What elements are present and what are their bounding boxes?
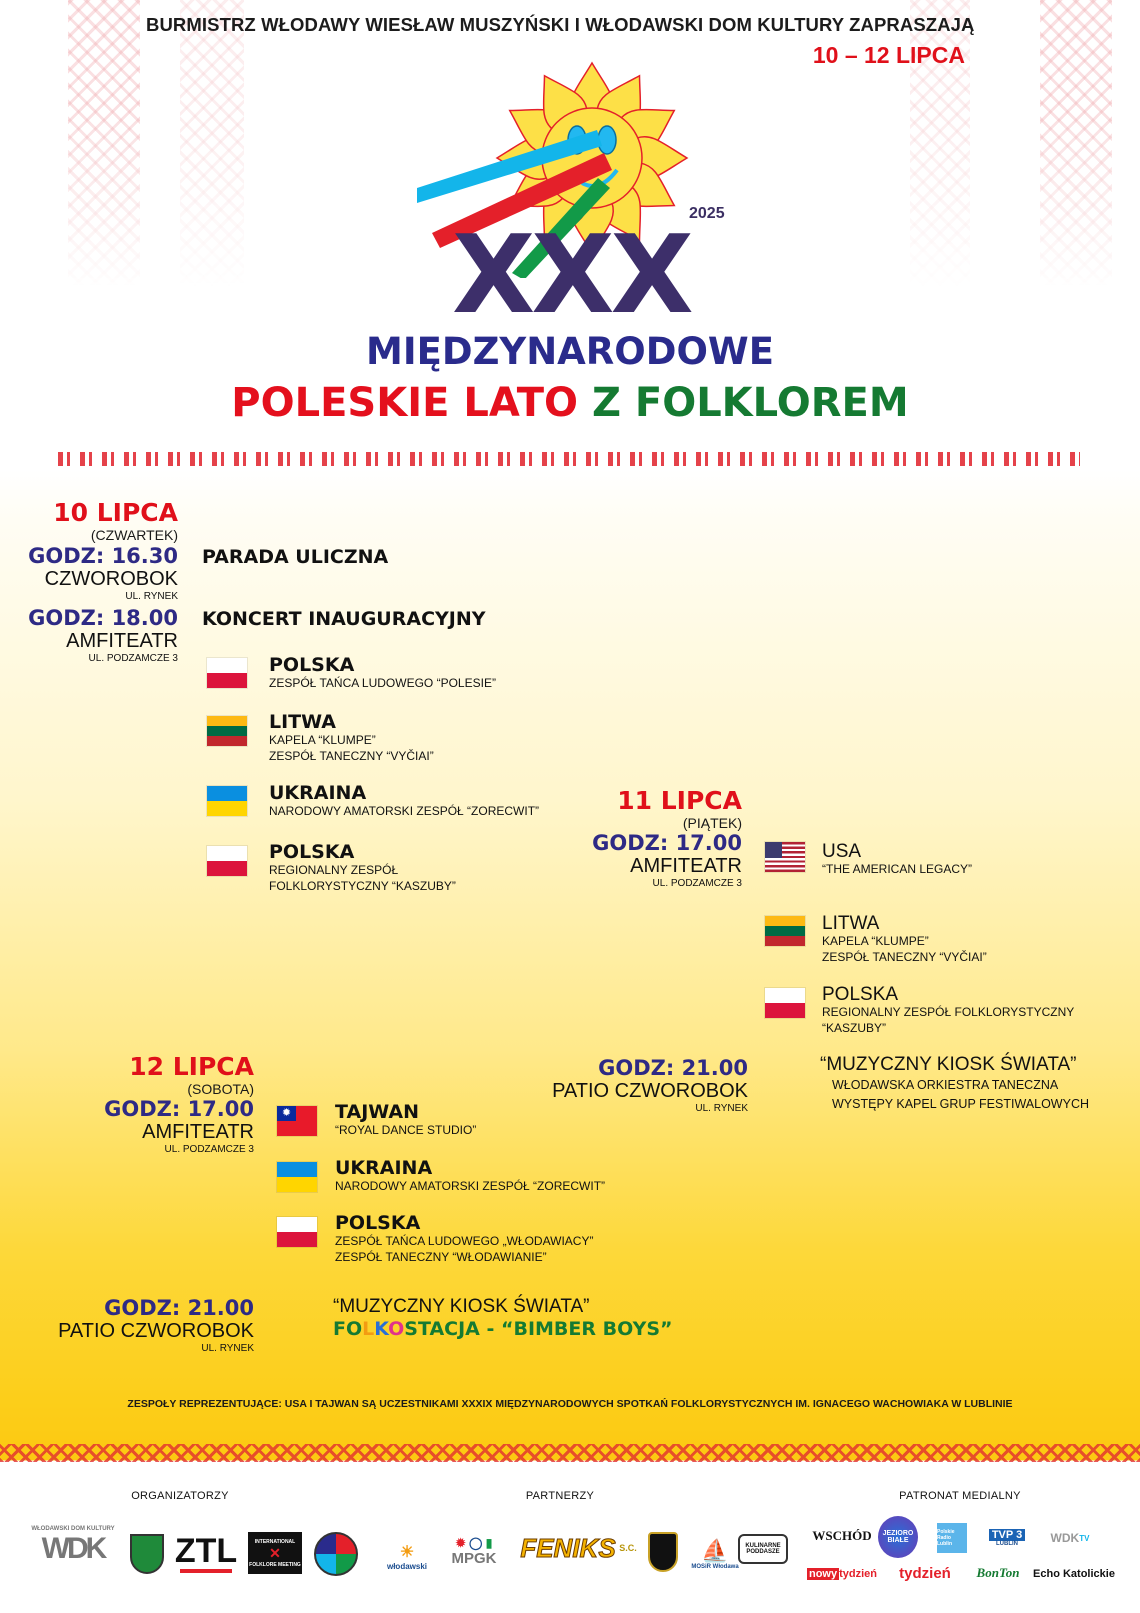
performer-country: POLSKA bbox=[335, 1212, 421, 1234]
embroidery-divider bbox=[58, 452, 1080, 466]
wdk-tv-logo: WDK TV bbox=[1050, 1531, 1090, 1545]
day1-header bbox=[28, 498, 178, 543]
folk-embroidery-left-2 bbox=[180, 0, 244, 290]
performer bbox=[822, 914, 987, 965]
ukraine-flag bbox=[277, 1162, 317, 1192]
performer-group: ZESPÓŁ TANECZNY “WŁODAWIANIE” bbox=[335, 1249, 547, 1264]
usa-flag bbox=[765, 842, 805, 872]
folkostacja-line bbox=[333, 1318, 673, 1340]
year-label: 2025 bbox=[689, 205, 725, 222]
event-title: PARADA ULICZNA bbox=[202, 546, 389, 568]
title-line-1: MIĘDZYNARODOWE bbox=[366, 330, 774, 373]
performer-group: REGIONALNY ZESPÓŁ FOLKLORYSTYCZNY bbox=[822, 1004, 1075, 1019]
performer-country: POLSKA bbox=[269, 841, 355, 863]
event-time: GODZ: 21.00 bbox=[598, 1056, 748, 1080]
footnote: ZESPOŁY REPREZENTUJĄCE: USA I TAJWAN SĄ UCZESTNIKAMI XXXIX MIĘDZYNARODOWYCH SPOTKAŃ FOLKLORYSTYCZNYCH IM. IGNACEGO WACHOWIAKA W LUBLINIE bbox=[127, 1398, 1013, 1410]
jezioro-biale-logo: JEZIORO BIAŁE bbox=[878, 1516, 918, 1558]
performer-group: “KASZUBY” bbox=[822, 1020, 887, 1035]
performer bbox=[822, 985, 1074, 1036]
feniks-sc-label: S.C. bbox=[619, 1543, 637, 1553]
mosir-wlodawa-logo: ⛵ MOSiR Włodawa bbox=[691, 1538, 739, 1570]
folk-embroidery-right bbox=[1040, 0, 1112, 290]
event-street: UL. PODZAMCZE 3 bbox=[88, 653, 178, 664]
performer bbox=[269, 784, 539, 820]
performer bbox=[269, 656, 496, 692]
event-street: UL. RYNEK bbox=[695, 1103, 748, 1114]
zpit-lublin-logo bbox=[314, 1532, 358, 1576]
event-street: UL. PODZAMCZE 3 bbox=[164, 1144, 254, 1155]
embroidery-border-bottom bbox=[0, 1444, 1140, 1462]
lithuania-flag bbox=[207, 716, 247, 746]
bonton-logo: BonTon bbox=[976, 1565, 1020, 1580]
day2-date: 11 LIPCA bbox=[617, 786, 742, 815]
event-time: GODZ: 17.00 bbox=[104, 1097, 254, 1121]
performer-group: “THE AMERICAN LEGACY” bbox=[822, 861, 973, 876]
performer bbox=[269, 843, 456, 894]
ztl-logo: ZTL bbox=[180, 1533, 232, 1573]
event-title: KONCERT INAUGURACYJNY bbox=[202, 608, 486, 630]
event-place: PATIO CZWOROBOK bbox=[58, 1320, 254, 1342]
kiosk-line: WYSTĘPY KAPEL GRUP FESTIWALOWYCH bbox=[832, 1097, 1089, 1112]
performer-group: ZESPÓŁ TANECZNY “VYČIAI” bbox=[822, 949, 987, 964]
feniks-logo: FENIKS bbox=[520, 1532, 616, 1563]
day3-evening-info bbox=[24, 1296, 254, 1354]
performer-group: REGIONALNY ZESPÓŁ bbox=[269, 862, 399, 877]
day3-weekday: (SOBOTA) bbox=[187, 1081, 254, 1097]
festival-dates: 10 – 12 LIPCA bbox=[812, 42, 965, 68]
international-folklore-meeting-logo: INTERNATIONAL ✕ FOLKLORE MEETING bbox=[248, 1532, 302, 1574]
super-tydzien-logo: tydzień bbox=[899, 1564, 951, 1582]
performer-group: KAPELA “KLUMPE” bbox=[822, 933, 929, 948]
day2-evening-info bbox=[520, 1056, 748, 1114]
event-time: GODZ: 16.30 bbox=[28, 544, 178, 568]
wschod-logo: WSCHÓD bbox=[812, 1528, 872, 1543]
tvp3-lublin-logo: TVP 3 LUBLIN bbox=[985, 1524, 1029, 1552]
performer-group: ZESPÓŁ TAŃCA LUDOWEGO “POLESIE” bbox=[269, 675, 496, 690]
day2-weekday: (PIĄTEK) bbox=[682, 815, 742, 831]
edition-numeral: XXX bbox=[452, 213, 690, 338]
folko-part: FO bbox=[333, 1318, 363, 1340]
organizers-title: ORGANIZATORZY bbox=[131, 1490, 229, 1502]
wlodawa-coat-of-arms-logo bbox=[130, 1534, 164, 1574]
performer-country: UKRAINA bbox=[269, 782, 367, 804]
event-time: GODZ: 17.00 bbox=[592, 831, 742, 855]
performer-group: NARODOWY AMATORSKI ZESPÓŁ “ZORECWIT” bbox=[335, 1178, 606, 1193]
performer bbox=[335, 1214, 593, 1265]
performer-country: LITWA bbox=[269, 711, 336, 733]
echo-katolickie-logo: Echo Katolickie bbox=[1033, 1568, 1115, 1580]
day1-event1-info bbox=[28, 544, 178, 602]
poland-flag bbox=[765, 988, 805, 1018]
performer-group: ZESPÓŁ TANECZNY “VYČIAI” bbox=[269, 748, 434, 763]
kiosk-line: WŁODAWSKA ORKIESTRA TANECZNA bbox=[832, 1078, 1059, 1092]
lithuania-flag bbox=[765, 916, 805, 946]
straz-miejska-logo bbox=[648, 1532, 678, 1572]
day3-header bbox=[104, 1052, 254, 1155]
performer bbox=[822, 842, 972, 878]
kulinarne-poddasze-logo: KULINARNE PODDASZE bbox=[738, 1534, 788, 1564]
folko-part: L bbox=[362, 1318, 375, 1340]
event-street: UL. PODZAMCZE 3 bbox=[652, 878, 742, 889]
folko-part: K bbox=[374, 1318, 389, 1340]
performer-group: FOLKLORYSTYCZNY “KASZUBY” bbox=[269, 878, 456, 893]
performer-country: UKRAINA bbox=[335, 1157, 433, 1179]
mpgk-logo: ✹ ◯ ▮ MPGK bbox=[451, 1535, 497, 1567]
performer-country: POLSKA bbox=[269, 654, 355, 676]
event-place: CZWOROBOK bbox=[44, 568, 178, 590]
event-place: PATIO CZWOROBOK bbox=[552, 1080, 748, 1102]
performer bbox=[335, 1103, 476, 1139]
title-red-part: POLESKIE LATO bbox=[231, 380, 578, 426]
poland-flag bbox=[277, 1217, 317, 1247]
poland-flag bbox=[207, 846, 247, 876]
performer bbox=[269, 713, 434, 764]
day2-header bbox=[592, 786, 742, 889]
performer bbox=[335, 1159, 605, 1195]
event-time: GODZ: 21.00 bbox=[104, 1296, 254, 1320]
day1-event2-info bbox=[28, 606, 178, 664]
day1-weekday: (CZWARTEK) bbox=[90, 527, 178, 543]
kiosk-title: “MUZYCZNY KIOSK ŚWIATA” bbox=[333, 1296, 590, 1317]
day2-evening-event bbox=[820, 1054, 1089, 1115]
taiwan-flag bbox=[277, 1106, 317, 1136]
polskie-radio-lublin-logo: Polskie Radio Lublin bbox=[937, 1523, 967, 1553]
day3-date: 12 LIPCA bbox=[129, 1052, 254, 1081]
performer-group: NARODOWY AMATORSKI ZESPÓŁ “ZORECWIT” bbox=[269, 803, 540, 818]
event-street: UL. RYNEK bbox=[125, 591, 178, 602]
day1-date: 10 LIPCA bbox=[53, 498, 178, 527]
day3-evening-event bbox=[333, 1296, 673, 1340]
poland-flag bbox=[207, 658, 247, 688]
performer-group: KAPELA “KLUMPE” bbox=[269, 732, 376, 747]
folko-part: O bbox=[388, 1318, 405, 1340]
nowy-tydzien-logo: nowy tydzień bbox=[808, 1568, 878, 1580]
title-green-part: Z FOLKLOREM bbox=[591, 380, 909, 426]
performer-country: TAJWAN bbox=[335, 1101, 419, 1123]
invitation-text: BURMISTRZ WŁODAWY WIESŁAW MUSZYŃSKI I WŁODAWSKI DOM KULTURY ZAPRASZAJĄ bbox=[146, 14, 975, 35]
powiat-wlodawski-logo: ☀ włodawski bbox=[386, 1543, 427, 1571]
partners-title: PARTNERZY bbox=[525, 1490, 595, 1502]
event-place: AMFITEATR bbox=[630, 855, 742, 877]
event-street: UL. RYNEK bbox=[201, 1343, 254, 1354]
performer-country: POLSKA bbox=[822, 984, 899, 1005]
kiosk-title: “MUZYCZNY KIOSK ŚWIATA” bbox=[820, 1054, 1077, 1075]
wdk-logo: WŁODAWSKI DOM KULTURY WDK bbox=[31, 1526, 115, 1565]
ukraine-flag bbox=[207, 786, 247, 816]
event-time: GODZ: 18.00 bbox=[28, 606, 178, 630]
performer-country: USA bbox=[822, 841, 862, 862]
folko-part: STACJA - “BIMBER BOYS” bbox=[404, 1318, 673, 1340]
event-place: AMFITEATR bbox=[142, 1121, 254, 1143]
title-line-2 bbox=[0, 380, 1140, 426]
performer-group: ZESPÓŁ TAŃCA LUDOWEGO „WŁODAWIACY” bbox=[335, 1233, 594, 1248]
performer-country: LITWA bbox=[822, 913, 880, 934]
performer-group: “ROYAL DANCE STUDIO” bbox=[335, 1122, 477, 1137]
media-title: PATRONAT MEDIALNY bbox=[899, 1490, 1021, 1502]
event-place: AMFITEATR bbox=[66, 630, 178, 652]
folk-embroidery-left bbox=[68, 0, 140, 290]
